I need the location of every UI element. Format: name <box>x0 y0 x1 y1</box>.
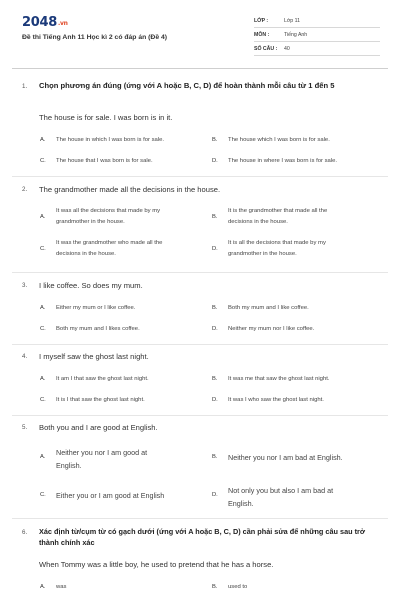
meta-key: SỐ CÂU : <box>254 46 278 52</box>
option-text: The house which I was born is for sale. <box>228 137 330 143</box>
meta-value: Lớp 11 <box>284 18 300 24</box>
option-text: It is I that saw the ghost last night. <box>56 397 145 403</box>
option-text: It am I that saw the ghost last night. <box>56 376 149 382</box>
option-text: Not only you but also I am bad at English. <box>228 486 334 508</box>
question-divider <box>12 415 388 416</box>
question-divider <box>12 176 388 177</box>
option-text: It was me that saw the ghost last night. <box>228 376 330 382</box>
option-text: The house that I was born is for sale. <box>56 158 153 164</box>
meta-row-count <box>254 42 380 56</box>
header-divider <box>12 68 388 69</box>
logo-main-text: 2048 <box>22 15 57 30</box>
option-text: Both my mum and I like coffee. <box>228 305 309 311</box>
meta-info-table <box>254 14 380 56</box>
question-divider <box>12 344 388 345</box>
question-prompt: The grandmother made all the decisions in the house. <box>39 185 221 194</box>
question-prompt: I myself saw the ghost last night. <box>39 352 149 361</box>
option-text: It was all the decisions that made by my grandmother in the house. <box>56 208 161 225</box>
question-number: 4. <box>22 353 28 360</box>
question-4: 4. I myself saw the ghost last night. A. It am I that saw the ghost last night. B. It was me that saw the ghost last night. C. It is I that saw the ghost last night. D. It was I who saw the ghost last night. <box>22 351 382 411</box>
meta-row-subject <box>254 28 380 42</box>
question-number: 3. <box>22 282 28 289</box>
logo-domain-text: .vn <box>57 20 68 27</box>
option-text: Neither you nor I am bad at English. <box>228 453 343 462</box>
option-text: It was the grandmother who made all the decisions in the house. <box>56 240 163 257</box>
question-divider <box>12 518 388 519</box>
option-text: The house in where I was born is for sale. <box>228 158 338 164</box>
question-number: 5. <box>22 424 28 431</box>
question-number: 1. <box>22 83 28 90</box>
option-text: Either you or I am good at English <box>56 491 165 500</box>
option-text: It was I who saw the ghost last night. <box>228 397 324 403</box>
option-text: Neither my mum nor I like coffee. <box>228 326 315 332</box>
question-3: 3. I like coffee. So does my mum. A. Either my mum or I like coffee. B. Both my mum and I like coffee. C. Both my mum and I likes coffee. D. Neither my mum nor I like coffee. <box>22 280 382 340</box>
question-1: 1. Chọn phương án đúng (ứng với A hoặc B, C, D) để hoàn thành mỗi câu từ 1 đến 5 The house is for sale. I was born is in it. A. The house in which I was born is for sale. B. The house which I was born is for sale. C. The house that I was born is for sale. D. The house in where I was born is for sale. <box>22 80 382 175</box>
option-text: Either my mum or I like coffee. <box>56 305 136 311</box>
question-prompt: Xác định từ/cụm từ có gạch dưới (ứng với A hoặc B, C, D) cần phải sửa để những câu sau trở thành chính xác <box>39 527 366 547</box>
meta-key: LỚP : <box>254 18 269 24</box>
option-text: was <box>56 584 67 590</box>
document-header <box>0 0 400 66</box>
meta-value: 40 <box>284 46 290 52</box>
option-text: Both my mum and I likes coffee. <box>56 326 140 332</box>
question-sentence: When Tommy was a little boy, he used to pretend that he has a horse. <box>39 560 274 569</box>
question-6: 6. Xác định từ/cụm từ có gạch dưới (ứng với A hoặc B, C, D) cần phải sửa để những câu sau trở thành chính xác When Tommy was a little boy, he used to pretend that he has a horse. A. was B. used to <box>22 526 382 596</box>
meta-row-class <box>254 14 380 28</box>
question-prompt: I like coffee. So does my mum. <box>39 281 143 290</box>
document-title: Đề thi Tiếng Anh 11 Học kì 2 có đáp án (Đề 4) <box>22 34 168 41</box>
meta-key: MÔN : <box>254 32 270 38</box>
question-sentence: The house is for sale. I was born is in it. <box>39 113 173 122</box>
option-text: It is the grandmother that made all the decisions in the house. <box>228 208 328 225</box>
question-number: 2. <box>22 186 28 193</box>
option-text: used to <box>228 584 248 590</box>
site-logo[interactable] <box>22 15 68 30</box>
option-text: The house in which I was born is for sale. <box>56 137 165 143</box>
option-text: Neither you nor I am good at English. <box>56 448 148 470</box>
question-prompt: Chọn phương án đúng (ứng với A hoặc B, C, D) để hoàn thành mỗi câu từ 1 đến 5 <box>39 81 335 90</box>
question-number: 6. <box>22 529 28 536</box>
question-divider <box>12 272 388 273</box>
question-5: 5. Both you and I are good at English. A. Neither you nor I am good at English. B. Neither you nor I am bad at English. C. Either you or I am good at English D. Not only you but also I am bad at English. <box>22 422 382 514</box>
option-text: It is all the decisions that made by my grandmother in the house. <box>228 240 326 257</box>
question-2: 2. The grandmother made all the decisions in the house. A. It was all the decisions that made by my grandmother in the house. B. It is the grandmother that made all the decisions in the house. C. It was the grandmother who made all the decisions in the house. D. It is all the decisions that made by my grandmother in the house. <box>22 184 382 268</box>
meta-value: Tiếng Anh <box>284 32 308 38</box>
question-prompt: Both you and I are good at English. <box>39 423 158 432</box>
